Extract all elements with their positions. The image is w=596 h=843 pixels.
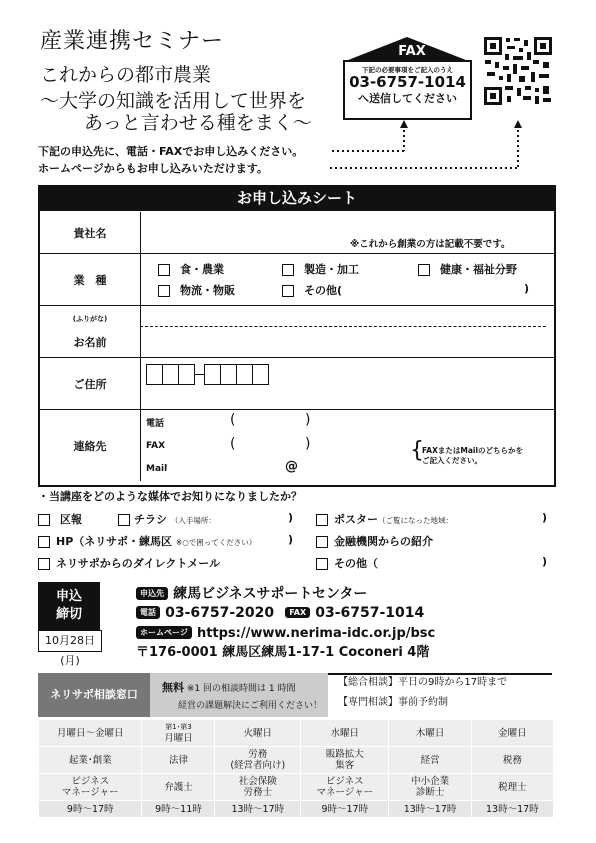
checkbox[interactable] <box>316 514 328 526</box>
schedule-time: 13時～17時 <box>215 801 301 818</box>
schedule-topic: 販路拡大 集客 <box>301 747 389 774</box>
survey-poster[interactable]: ポスター（ご覧になった地域： <box>316 511 453 527</box>
industry-health[interactable]: 健康・福祉分野 <box>418 261 517 277</box>
checkbox[interactable] <box>282 285 294 297</box>
checkbox[interactable] <box>158 285 170 297</box>
postal-code-boxes[interactable] <box>146 364 270 390</box>
schedule-topic: 労務 (経営者向け) <box>215 747 301 774</box>
subtitle-line-1: これからの都市農業 <box>40 64 212 86</box>
industry-other-close: ) <box>524 282 530 295</box>
survey-hp[interactable]: HP（ネリサポ・練馬区 ※○で囲ってください） <box>38 533 256 549</box>
dotted-arrows <box>330 118 530 178</box>
intro-line-1: 下記の申込先に、電話・FAXでお申し込みください。 <box>38 145 304 158</box>
checkbox[interactable] <box>118 514 130 526</box>
page-title: 産業連携セミナー <box>40 29 225 54</box>
schedule-time: 9時～17時 <box>301 801 389 818</box>
name-label-cell <box>40 306 141 357</box>
schedule-expert: 中小企業 診断士 <box>389 774 471 801</box>
at-sign: @ <box>285 459 298 474</box>
schedule-expert: 税理士 <box>471 774 553 801</box>
address-label: ご住所 <box>40 358 141 409</box>
checkbox[interactable] <box>418 264 430 276</box>
deadline-label-1: 申込 <box>55 589 82 604</box>
checkbox[interactable] <box>316 536 328 548</box>
industry-manufacturing[interactable]: 製造・加工 <box>282 261 359 277</box>
contact-field[interactable] <box>140 410 410 481</box>
furigana-label: (ふりがな) <box>72 314 108 323</box>
schedule-time: 9時～17時 <box>39 801 142 818</box>
checkbox[interactable] <box>38 536 50 548</box>
schedule-expert: ビジネス マネージャー <box>301 774 389 801</box>
survey-chirashi-close: ) <box>288 511 294 524</box>
free-label: 無料 <box>162 681 184 694</box>
free-note: ※1 回の相談時間は 1 時間 <box>186 684 296 694</box>
homepage-line <box>136 622 435 641</box>
free-note-2: 経営の課題解決にご利用ください！ <box>178 701 323 711</box>
schedule-table <box>38 719 554 818</box>
schedule-topic: 経営 <box>389 747 471 774</box>
qr-code-icon[interactable] <box>483 36 553 106</box>
schedule-day: 月曜日～金曜日 <box>39 720 142 747</box>
phone-line <box>136 602 424 621</box>
schedule-expert: 弁護士 <box>142 774 215 801</box>
fax-tag: FAX <box>285 607 310 618</box>
schedule-expert: ビジネス マネージャー <box>39 774 142 801</box>
schedule-day: 金曜日 <box>471 720 553 747</box>
checkbox[interactable] <box>38 514 50 526</box>
industry-label: 業 種 <box>40 254 141 305</box>
apply-tag: 申込先 <box>136 587 168 600</box>
contact-label: 連絡先 <box>40 410 141 481</box>
paren-close: ) <box>305 412 311 428</box>
homepage-tag: ホームページ <box>136 626 192 639</box>
table-row <box>39 774 554 801</box>
schedule-time: 13時～17時 <box>471 801 553 818</box>
company-note: ※これから創業の方は記載不要です。 <box>350 239 511 250</box>
schedule-day: 第1･第3 月曜日 <box>142 720 215 747</box>
subtitle-line-2: ～大学の知識を活用して世界を <box>40 90 307 112</box>
free-consult-box <box>150 673 328 717</box>
table-row <box>39 801 554 818</box>
contact-note: FAXまたはMailのどちらかを ご記入ください。 <box>422 446 524 465</box>
schedule-topic: 起業･創業 <box>39 747 142 774</box>
checkbox[interactable] <box>316 558 328 570</box>
name-field[interactable] <box>140 306 550 357</box>
schedule-topic: 法律 <box>142 747 215 774</box>
postal-boxes-icon <box>146 364 270 386</box>
fax-box <box>343 60 472 120</box>
apply-to-line <box>136 583 367 603</box>
schedule-time: 13時～17時 <box>389 801 471 818</box>
special-consult: 【専門相談】事前予約制 <box>338 697 448 708</box>
survey-direct-mail[interactable]: ネリサポからのダイレクトメール <box>38 555 220 571</box>
checkbox[interactable] <box>38 558 50 570</box>
paren-open: ( <box>230 436 236 452</box>
table-row <box>39 747 554 774</box>
name-label: お名前 <box>73 335 107 349</box>
schedule-day: 水曜日 <box>301 720 389 747</box>
survey-bank[interactable]: 金融機関からの紹介 <box>316 533 433 549</box>
form-title: お申し込みシート <box>38 185 556 211</box>
industry-logistics[interactable]: 物流・物販 <box>158 282 235 298</box>
schedule-time: 9時～11時 <box>142 801 215 818</box>
consult-header: ネリサポ相談窓口 <box>38 673 150 717</box>
checkbox[interactable] <box>282 264 294 276</box>
survey-chirashi[interactable]: チラシ （入手場所： <box>118 511 216 527</box>
deadline-label-2: 締切 <box>55 607 82 622</box>
schedule-expert: 社会保険 労務士 <box>215 774 301 801</box>
fax-label: FAX <box>398 44 426 59</box>
org-name: 練馬ビジネスサポートセンター <box>173 586 368 602</box>
phone-label: 電話 <box>146 419 165 429</box>
survey-kuho[interactable]: 区報 <box>38 511 82 527</box>
general-consult: 【総合相談】平日の9時から17時まで <box>338 677 508 688</box>
checkbox[interactable] <box>158 264 170 276</box>
paren-close: ) <box>305 436 311 452</box>
subtitle-line-3: あっと言わせる種をまく～ <box>84 112 312 134</box>
survey-poster-close: ) <box>542 511 548 524</box>
intro-line-2: ホームページからもお申し込みいただけます。 <box>38 162 268 175</box>
industry-food[interactable]: 食・農業 <box>158 261 224 277</box>
company-label: 貴社名 <box>40 212 141 253</box>
industry-other[interactable]: その他( <box>282 282 342 298</box>
phone-number[interactable]: 03-6757-2020 <box>165 605 275 621</box>
table-row <box>39 720 554 747</box>
fax-note: 下記の必要事項をご記入のうえ <box>362 66 453 74</box>
paren-open: ( <box>230 412 236 428</box>
address-text: 〒176-0001 練馬区練馬1-17-1 Coconeri 4階 <box>136 645 430 660</box>
survey-other[interactable]: その他（ <box>316 555 378 571</box>
schedule-topic: 税務 <box>471 747 553 774</box>
survey-question: ・当講座をどのような媒体でお知りになりましたか？ <box>38 490 302 503</box>
homepage-link[interactable]: https://www.nerima-idc.or.jp/bsc <box>196 626 436 641</box>
fax-label: FAX <box>146 441 166 451</box>
survey-hp-close: ) <box>288 533 294 546</box>
brace-icon: { <box>410 438 424 463</box>
schedule-day: 火曜日 <box>215 720 301 747</box>
fax-number: 03-6757-1014 <box>349 73 466 91</box>
schedule-day: 木曜日 <box>389 720 471 747</box>
deadline-date: 10月28日(月) <box>38 630 102 652</box>
consult-info <box>338 673 507 713</box>
fax-number-contact: 03-6757-1014 <box>315 605 425 621</box>
survey-other-close: ) <box>542 555 548 568</box>
phone-tag: 電話 <box>136 606 160 619</box>
fax-send-text: へ送信してください <box>358 92 457 105</box>
mail-label: Mail <box>146 464 168 474</box>
